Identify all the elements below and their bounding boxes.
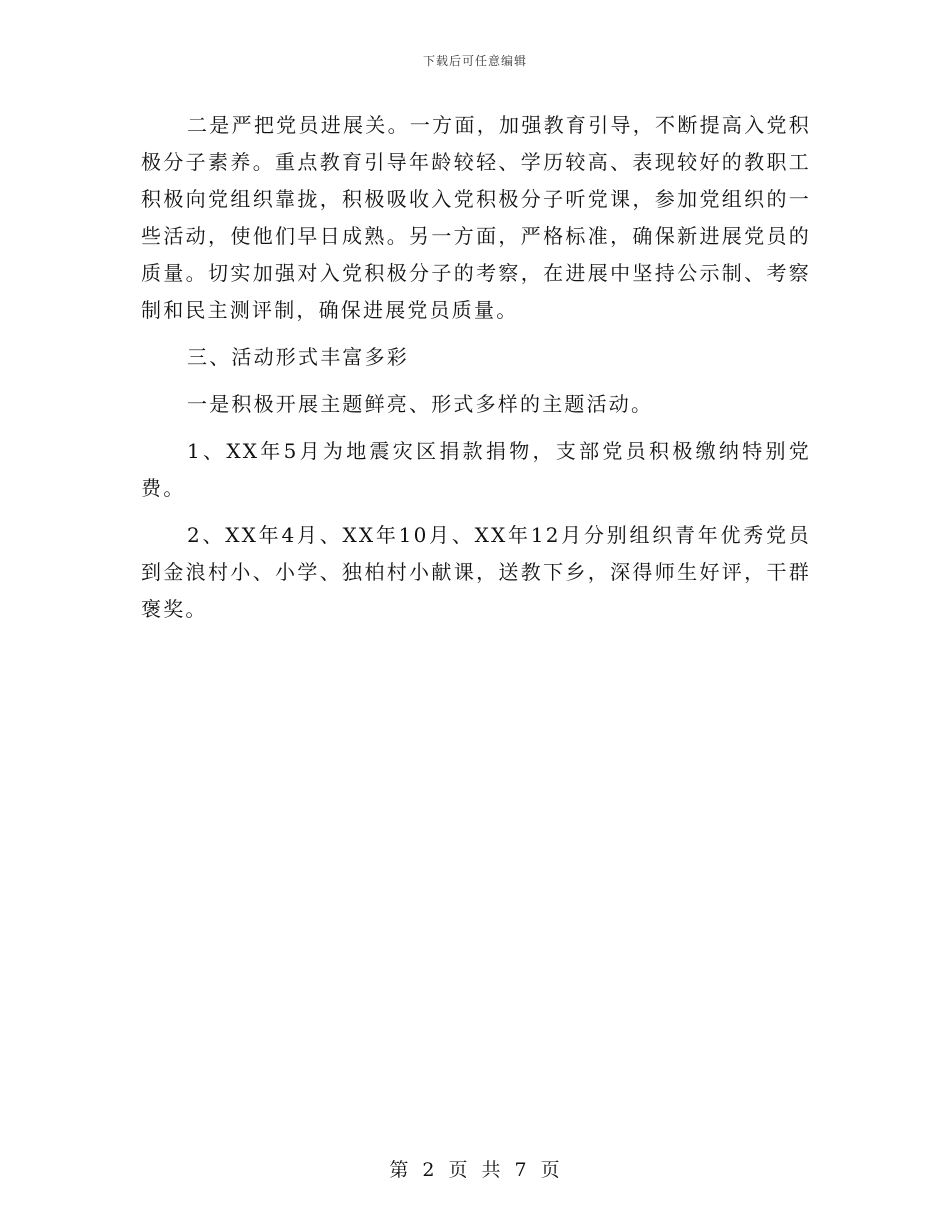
document-body (141, 107, 811, 628)
paragraph-party-member-development: 二是严把党员进展关。一方面，加强教育引导，不断提高入党积极分子素养。重点教育引导年龄较轻、学历较高、表现较好的教职工积极向党组织靠拢，积极吸收入党积极分子听党课，参加党组织的一些活动，使他们早日成熟。另一方面，严格标准，确保新进展党员的质量。切实加强对入党积极分子的考察，在进展中坚持公示制、考察制和民主测评制，确保进展党员质量。 (141, 113, 811, 322)
list-item-earthquake-donation: 1、XX年5月为地震灾区捐款捐物，支部党员积极缴纳特别党费。 (141, 439, 811, 500)
list-item-teaching-outreach: 2、XX年4月、XX年10月、XX年12月分别组织青年优秀党员到金浪村小、小学、独柏村小献课，送教下乡，深得师生好评，干群褒奖。 (141, 523, 811, 621)
page-header: 下载后可任意编辑 (422, 54, 527, 68)
section-heading-activities: 三、活动形式丰富多彩 (187, 345, 409, 369)
paragraph-theme-activities: 一是积极开展主题鲜亮、形式多样的主题活动。 (187, 392, 654, 416)
page-number-footer: 第 2 页 共 7 页 (389, 1159, 561, 1181)
